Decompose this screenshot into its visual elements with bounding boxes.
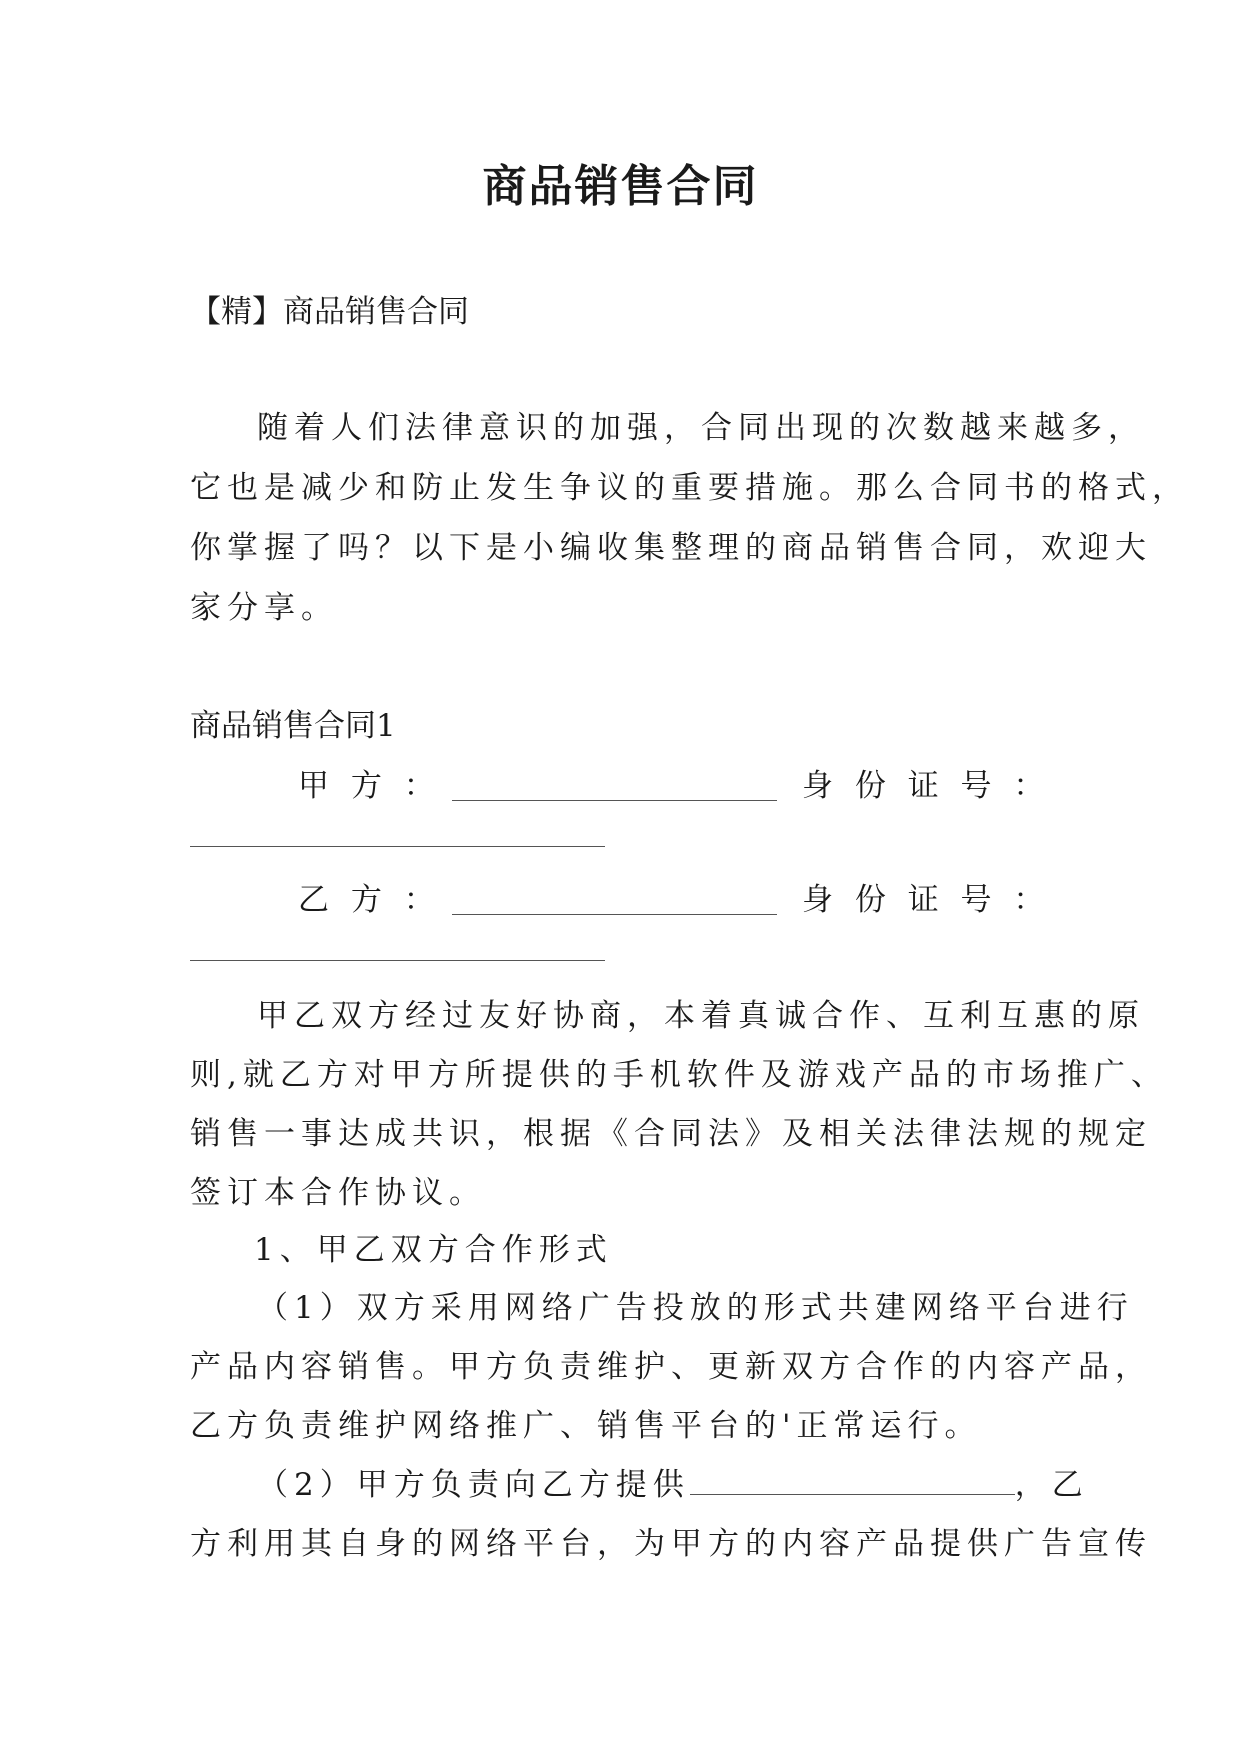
party-a-label: 甲 方 ：	[298, 768, 441, 804]
party-b-id-blank	[190, 960, 605, 961]
intro-line-4: 家分享。	[190, 590, 338, 626]
party-a-name-blank	[452, 780, 777, 801]
clause-1-line-2: 产品内容销售。甲方负责维护、更新双方合作的内容产品，	[190, 1349, 1152, 1385]
clause-2-prefix: （2）甲方负责向乙方提供	[257, 1467, 690, 1503]
intro-line-3: 你掌握了吗？以下是小编收集整理的商品销售合同，欢迎大	[190, 530, 1152, 566]
intro-line-2: 它也是减少和防止发生争议的重要措施。那么合同书的格式，	[190, 470, 1189, 506]
preamble-line-2: 则,就乙方对甲方所提供的手机软件及游戏产品的市场推广、	[190, 1057, 1168, 1093]
section-1-heading: 1、甲乙双方合作形式	[254, 1232, 613, 1268]
preamble-line-4: 签订本合作协议。	[190, 1175, 486, 1211]
party-b-name-blank	[452, 894, 777, 915]
contract-heading: 商品销售合同1	[190, 708, 396, 744]
clause-2-blank	[690, 1474, 1015, 1495]
preamble-line-3: 销售一事达成共识，根据《合同法》及相关法律法规的规定	[190, 1116, 1152, 1152]
document-title: 商品销售合同	[482, 161, 759, 212]
clause-2-suffix: ，乙	[1014, 1467, 1089, 1503]
party-b-id-label: 身 份 证 号 ：	[802, 882, 1051, 918]
party-a-id-blank	[190, 846, 605, 847]
clause-2-line-1	[257, 1465, 1137, 1505]
party-b-label: 乙 方 ：	[298, 882, 441, 918]
preamble-line-1: 甲乙双方经过友好协商，本着真诚合作、互利互惠的原	[257, 998, 1145, 1034]
party-b-row	[190, 880, 1070, 920]
party-a-id-label: 身 份 证 号 ：	[802, 768, 1051, 804]
clause-1-line-1: （1）双方采用网络广告投放的形式共建网络平台进行	[257, 1290, 1134, 1326]
intro-line-1: 随着人们法律意识的加强，合同出现的次数越来越多，	[257, 410, 1145, 446]
clause-2-line-2: 方利用其自身的网络平台，为甲方的内容产品提供广告宣传	[190, 1526, 1152, 1562]
clause-1-line-3: 乙方负责维护网络推广、销售平台的'正常运行。	[190, 1408, 982, 1444]
party-a-row	[190, 766, 1070, 806]
document-subtitle: 【精】商品销售合同	[190, 294, 469, 330]
